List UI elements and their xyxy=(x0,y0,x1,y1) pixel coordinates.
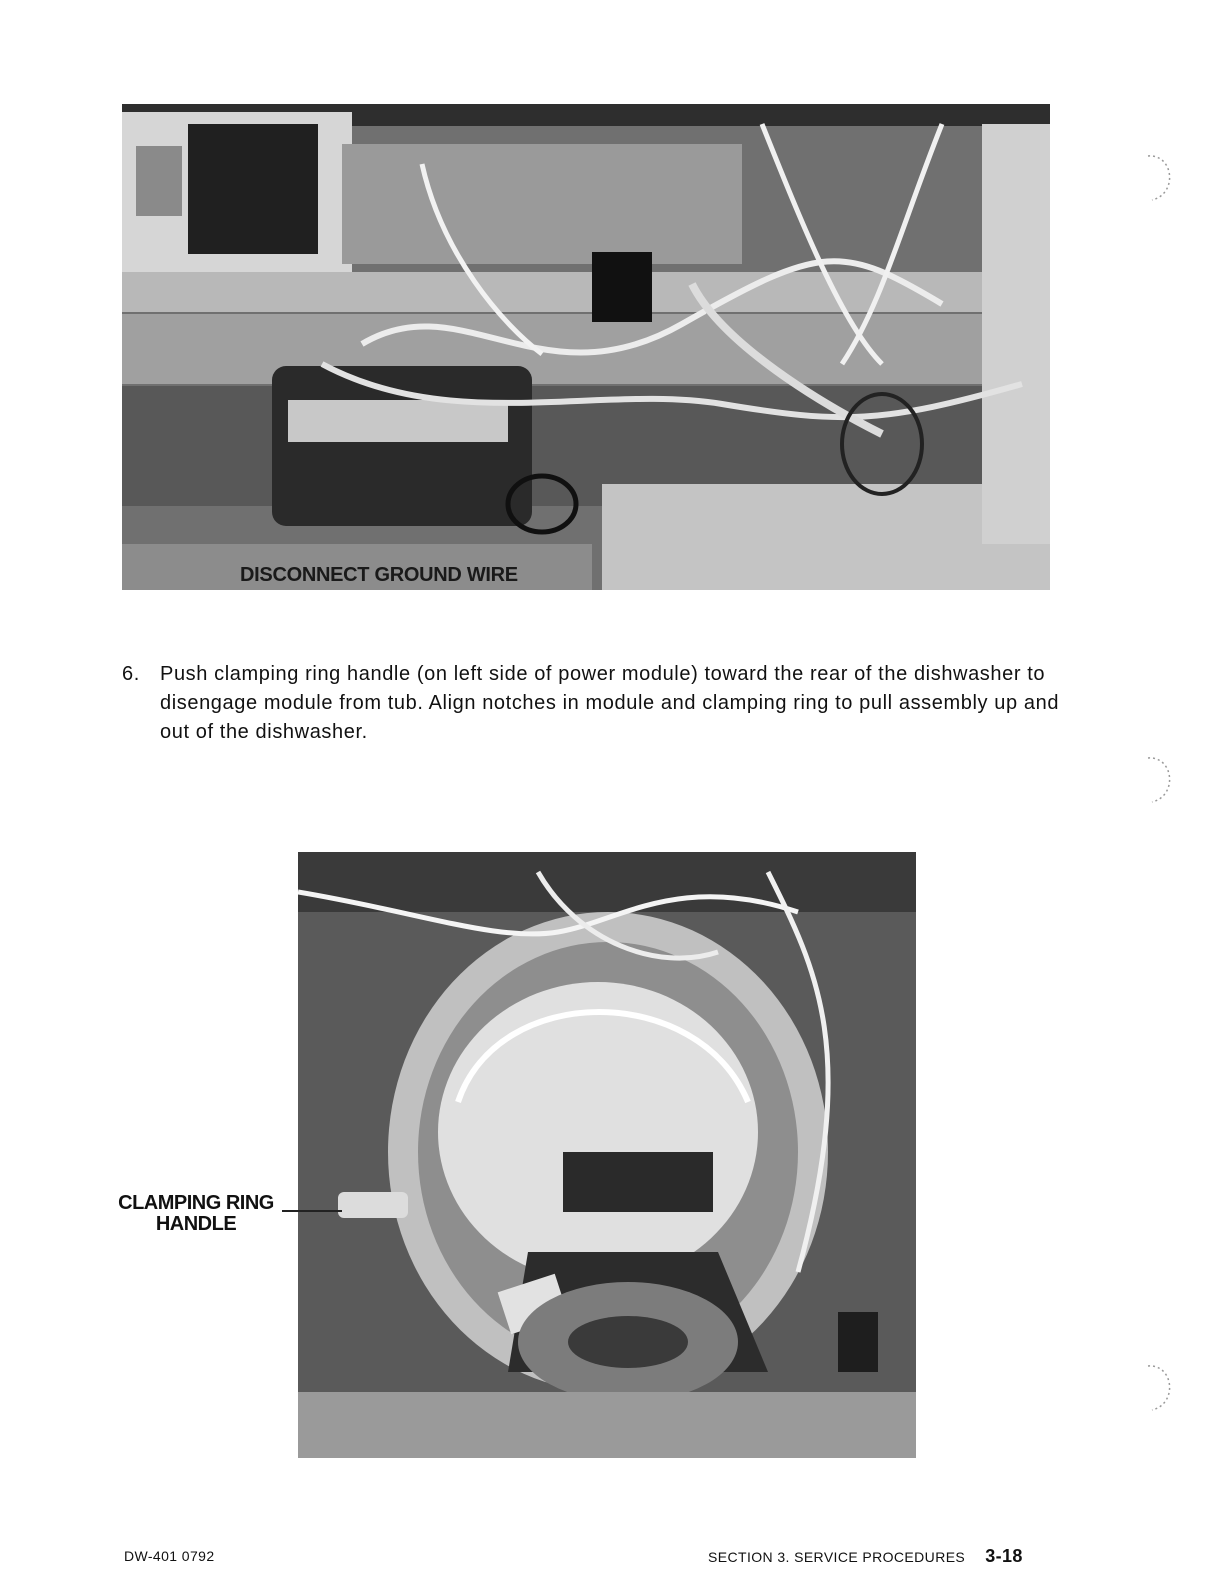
page-number: 3-18 xyxy=(985,1546,1023,1566)
step-6 xyxy=(122,660,1062,747)
clamping-ring-handle-callout xyxy=(98,1193,294,1235)
document-code: DW-401 0792 xyxy=(124,1548,215,1564)
callout-line-2: HANDLE xyxy=(155,1213,237,1235)
binder-hole-mark-top xyxy=(1140,150,1180,206)
binder-hole-mark-middle xyxy=(1140,752,1180,808)
clamping-ring-photo xyxy=(298,852,916,1458)
ground-wire-photo xyxy=(122,104,1050,590)
section-title: SECTION 3. SERVICE PROCEDURES xyxy=(708,1549,966,1565)
callout-line-1: CLAMPING RING xyxy=(118,1192,274,1214)
disconnect-ground-wire-label: DISCONNECT GROUND WIRE xyxy=(240,564,518,586)
step-text: Push clamping ring handle (on left side of power module) toward the rear of the dishwasher to disengage module from tub. Align notches in module and clamping ring to pull assembly up and out of the dishwasher. xyxy=(160,663,1060,743)
binder-hole-mark-bottom xyxy=(1140,1360,1180,1416)
footer-section xyxy=(708,1546,1023,1567)
step-number: 6. xyxy=(122,663,140,685)
callout-leader-line xyxy=(282,1210,342,1212)
